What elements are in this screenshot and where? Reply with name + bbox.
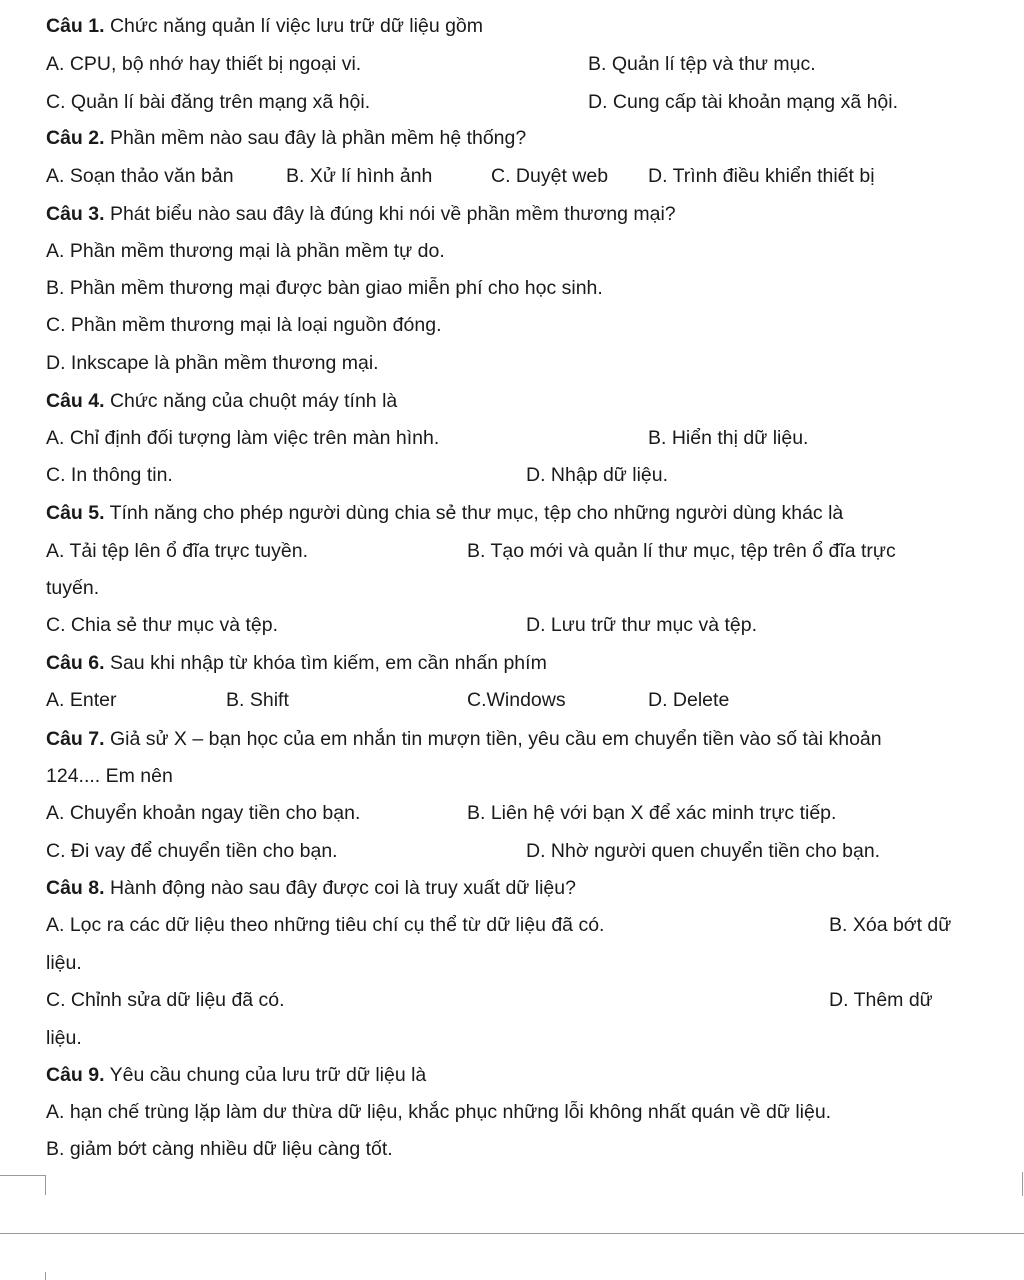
- option-b: B. Xử lí hình ảnh: [286, 165, 433, 187]
- question-text: Giả sử X – bạn học của em nhắn tin mượn tiền, yêu cầu em chuyển tiền vào số tài khoản: [104, 728, 882, 750]
- page-corner-mark: [45, 1175, 46, 1195]
- option-a: A. Chuyển khoản ngay tiền cho bạn.: [46, 802, 361, 824]
- page-corner-mark: [45, 1272, 46, 1280]
- option-d: D. Trình điều khiển thiết bị: [648, 165, 875, 187]
- option-b: B. Phần mềm thương mại được bàn giao miễn phí cho học sinh.: [46, 277, 603, 299]
- question-4: [0, 386, 1024, 416]
- option-b: B. Tạo mới và quản lí thư mục, tệp trên ổ đĩa trực: [467, 540, 896, 562]
- option-b-continued: liệu.: [46, 952, 82, 974]
- option-d-continued: liệu.: [46, 1027, 82, 1049]
- option-a: A. Lọc ra các dữ liệu theo những tiêu chí cụ thể từ dữ liệu đã có.: [46, 914, 605, 936]
- option-a: A. Phần mềm thương mại là phần mềm tự do.: [46, 240, 445, 262]
- question-number: Câu 6.: [46, 652, 105, 674]
- question-9: [0, 1060, 1024, 1090]
- option-b: B. Shift: [226, 689, 289, 711]
- option-d: D. Nhờ người quen chuyển tiền cho bạn.: [526, 840, 881, 862]
- option-a: A. Tải tệp lên ổ đĩa trực tuyền.: [46, 540, 309, 562]
- option-b: B. giảm bớt càng nhiều dữ liệu càng tốt.: [46, 1138, 393, 1160]
- option-d: D. Lưu trữ thư mục và tệp.: [526, 614, 757, 636]
- question-text: Sau khi nhập từ khóa tìm kiếm, em cần nhấn phím: [104, 652, 547, 674]
- option-a: A. Enter: [46, 689, 117, 711]
- option-a: A. Soạn thảo văn bản: [46, 165, 234, 187]
- page-break-line: [0, 1233, 1024, 1234]
- option-a: A. Chỉ định đối tượng làm việc trên màn hình.: [46, 427, 440, 449]
- question-number: Câu 8.: [46, 877, 105, 899]
- option-d: D. Cung cấp tài khoản mạng xã hội.: [588, 91, 899, 113]
- option-b: B. Hiển thị dữ liệu.: [648, 427, 809, 449]
- option-c: C. Chia sẻ thư mục và tệp.: [46, 614, 278, 636]
- question-3: [0, 199, 1024, 229]
- option-d: D. Nhập dữ liệu.: [526, 464, 669, 486]
- option-c: C. Đi vay để chuyển tiền cho bạn.: [46, 840, 338, 862]
- option-c: C. Quản lí bài đăng trên mạng xã hội.: [46, 91, 371, 113]
- question-number: Câu 7.: [46, 728, 105, 750]
- question-number: Câu 5.: [46, 502, 105, 524]
- question-8: [0, 873, 1024, 903]
- question-1: [0, 11, 1024, 41]
- question-text-continued: 124.... Em nên: [46, 765, 173, 787]
- option-a: A. hạn chế trùng lặp làm dư thừa dữ liệu, khắc phục những lỗi không nhất quán về dữ liệu.: [46, 1101, 832, 1123]
- page-corner-mark: [1022, 1172, 1023, 1196]
- option-c: C. Chỉnh sửa dữ liệu đã có.: [46, 989, 285, 1011]
- question-text: Yêu cầu chung của lưu trữ dữ liệu là: [104, 1064, 427, 1086]
- question-number: Câu 4.: [46, 390, 105, 412]
- question-number: Câu 3.: [46, 203, 105, 225]
- option-d: D. Delete: [648, 689, 730, 711]
- option-c: C. In thông tin.: [46, 464, 173, 486]
- page-corner-mark: [0, 1175, 46, 1176]
- question-text: Phát biểu nào sau đây là đúng khi nói về phần mềm thương mại?: [104, 203, 676, 225]
- option-c: C. Phần mềm thương mại là loại nguồn đóng.: [46, 314, 442, 336]
- question-text: Phần mềm nào sau đây là phần mềm hệ thống?: [104, 127, 527, 149]
- question-6: [0, 648, 1024, 678]
- question-number: Câu 9.: [46, 1064, 105, 1086]
- question-text: Chức năng quản lí việc lưu trữ dữ liệu gồm: [104, 15, 484, 37]
- option-b: B. Liên hệ với bạn X để xác minh trực tiếp.: [467, 802, 837, 824]
- question-5: [0, 498, 1024, 528]
- option-d: D. Inkscape là phần mềm thương mại.: [46, 352, 379, 374]
- option-c: C. Duyệt web: [491, 165, 609, 187]
- option-b-continued: tuyến.: [46, 577, 100, 599]
- question-2: [0, 123, 1024, 153]
- option-c: C.Windows: [467, 689, 566, 711]
- option-b: B. Xóa bớt dữ: [829, 914, 952, 936]
- option-d: D. Thêm dữ: [829, 989, 933, 1011]
- option-a: A. CPU, bộ nhớ hay thiết bị ngoại vi.: [46, 53, 362, 75]
- question-text: Chức năng của chuột máy tính là: [104, 390, 398, 412]
- question-number: Câu 2.: [46, 127, 105, 149]
- option-b: B. Quản lí tệp và thư mục.: [588, 53, 816, 75]
- question-number: Câu 1.: [46, 15, 105, 37]
- question-7: [0, 724, 1024, 754]
- question-text: Hành động nào sau đây được coi là truy xuất dữ liệu?: [104, 877, 576, 899]
- question-text: Tính năng cho phép người dùng chia sẻ thư mục, tệp cho những người dùng khác là: [104, 502, 844, 524]
